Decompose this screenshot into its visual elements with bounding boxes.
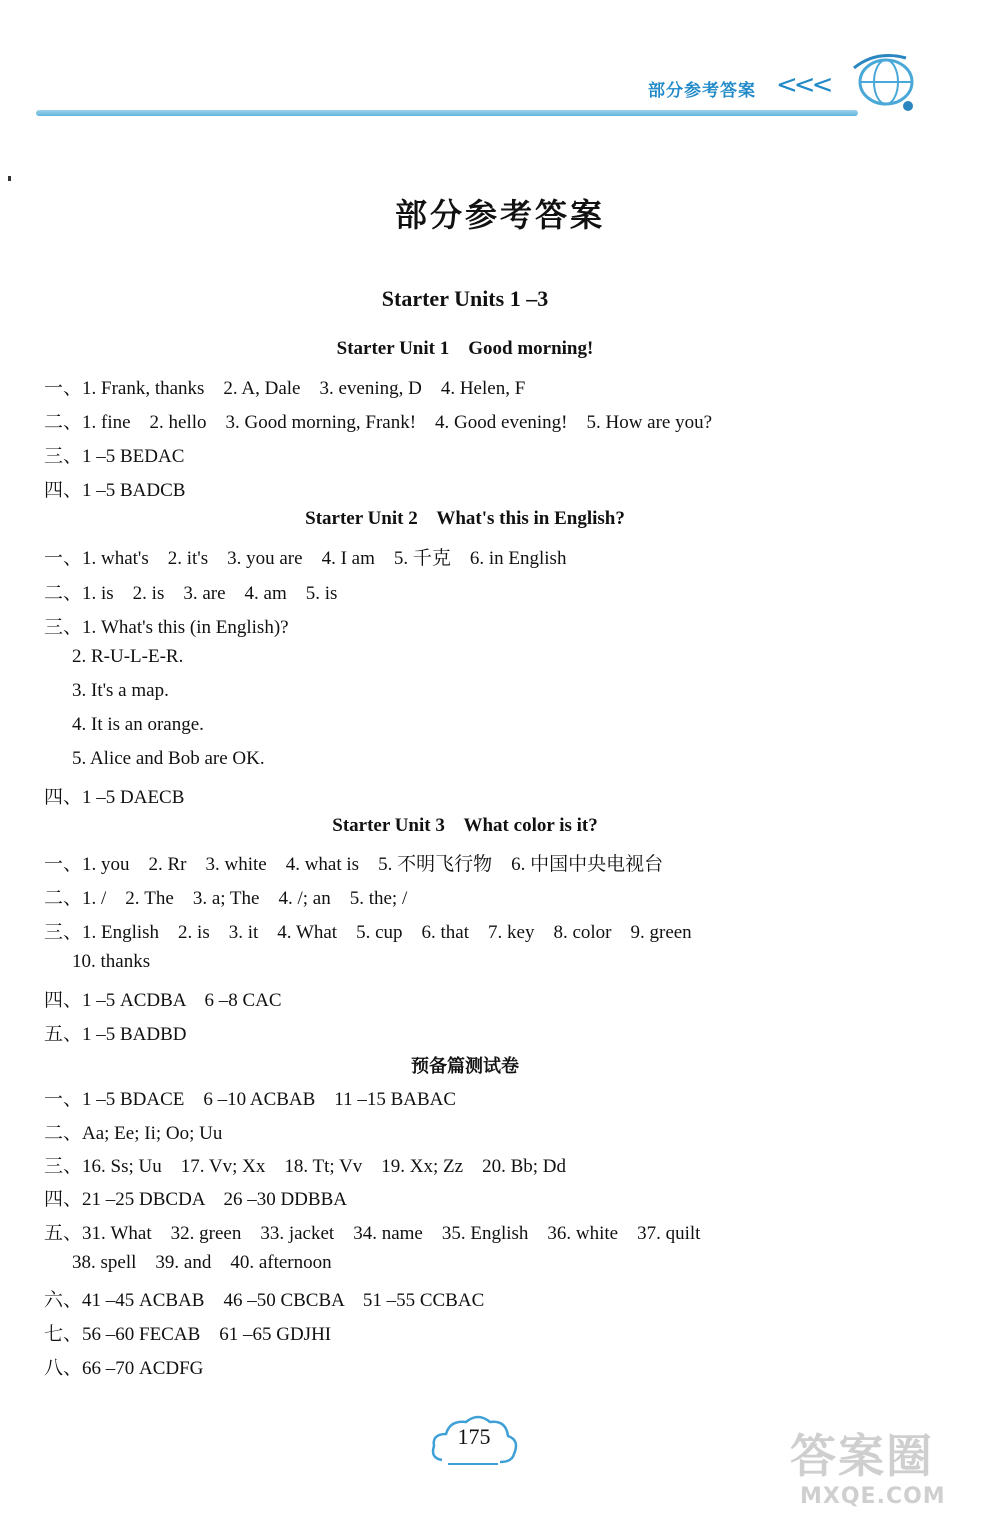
- unit-title: Starter Unit 3 What color is it?: [332, 815, 598, 836]
- answer-line: 三、1. English 2. is 3. it 4. What 5. cup 6. that 7. key 8. color 9. green: [44, 922, 692, 943]
- answer-line: 3. It's a map.: [72, 680, 169, 701]
- answer-line: 一、1. you 2. Rr 3. white 4. what is 5. 不明飞行物 6. 中国中央电视台: [44, 854, 664, 875]
- answer-line: 八、66 –70 ACDFG: [44, 1358, 204, 1379]
- page-number: 175: [457, 1424, 491, 1449]
- header-chevrons-icon: <<<: [776, 70, 830, 100]
- answer-line: 四、21 –25 DBCDA 26 –30 DDBBA: [44, 1189, 347, 1210]
- answer-line: 三、1 –5 BEDAC: [44, 446, 185, 467]
- header-rule: [36, 110, 858, 116]
- unit-title: Starter Unit 2 What's this in English?: [305, 508, 625, 529]
- answer-line: 一、1. Frank, thanks 2. A, Dale 3. evening, D 4. Helen, F: [44, 378, 526, 399]
- answer-line: 四、1 –5 ACDBA 6 –8 CAC: [44, 990, 282, 1011]
- answer-line: 四、1 –5 DAECB: [44, 787, 185, 808]
- answer-line: 一、1 –5 BDACE 6 –10 ACBAB 11 –15 BABAC: [44, 1089, 457, 1110]
- watermark-url: MXQE.COM: [800, 1484, 946, 1509]
- watermark: [790, 1420, 990, 1510]
- answer-line: 一、1. what's 2. it's 3. you are 4. I am 5. 千克 6. in English: [44, 548, 567, 569]
- globe-decoration-icon: [846, 48, 926, 118]
- answer-line: 二、1. fine 2. hello 3. Good morning, Frank! 4. Good evening! 5. How are you?: [44, 412, 713, 433]
- answer-line: 五、1 –5 BADBD: [44, 1024, 187, 1045]
- page-title: 部分参考答案: [394, 196, 605, 234]
- page-header: [0, 0, 1000, 140]
- margin-mark: [8, 176, 11, 181]
- answer-line: 七、56 –60 FECAB 61 –65 GDJHI: [44, 1324, 332, 1345]
- answer-line: 五、31. What 32. green 33. jacket 34. name 35. English 36. white 37. quilt: [44, 1223, 701, 1244]
- answer-line: 三、1. What's this (in English)?: [44, 617, 289, 638]
- answer-line: 10. thanks: [72, 951, 151, 972]
- answer-line: 5. Alice and Bob are OK.: [72, 748, 265, 769]
- answer-line: 4. It is an orange.: [72, 714, 204, 735]
- answer-line: 六、41 –45 ACBAB 46 –50 CBCBA 51 –55 CCBAC: [44, 1290, 485, 1311]
- section-title: Starter Units 1 –3: [381, 286, 549, 311]
- answer-line: 二、1. / 2. The 3. a; The 4. /; an 5. the; /: [44, 888, 408, 909]
- answer-line: 四、1 –5 BADCB: [44, 480, 186, 501]
- watermark-logo-text: 答案圈: [790, 1429, 934, 1483]
- unit-title: 预备篇测试卷: [411, 1056, 519, 1077]
- header-label: 部分参考答案: [648, 81, 756, 101]
- answer-line: 38. spell 39. and 40. afternoon: [72, 1252, 332, 1273]
- answer-line: 二、Aa; Ee; Ii; Oo; Uu: [44, 1123, 223, 1144]
- answer-line: 三、16. Ss; Uu 17. Vv; Xx 18. Tt; Vv 19. Xx; Zz 20. Bb; Dd: [44, 1156, 566, 1177]
- page-number-badge: [428, 1410, 520, 1470]
- answer-line: 2. R-U-L-E-R.: [72, 646, 184, 667]
- answer-line: 二、1. is 2. is 3. are 4. am 5. is: [44, 583, 338, 604]
- unit-title: Starter Unit 1 Good morning!: [336, 338, 594, 359]
